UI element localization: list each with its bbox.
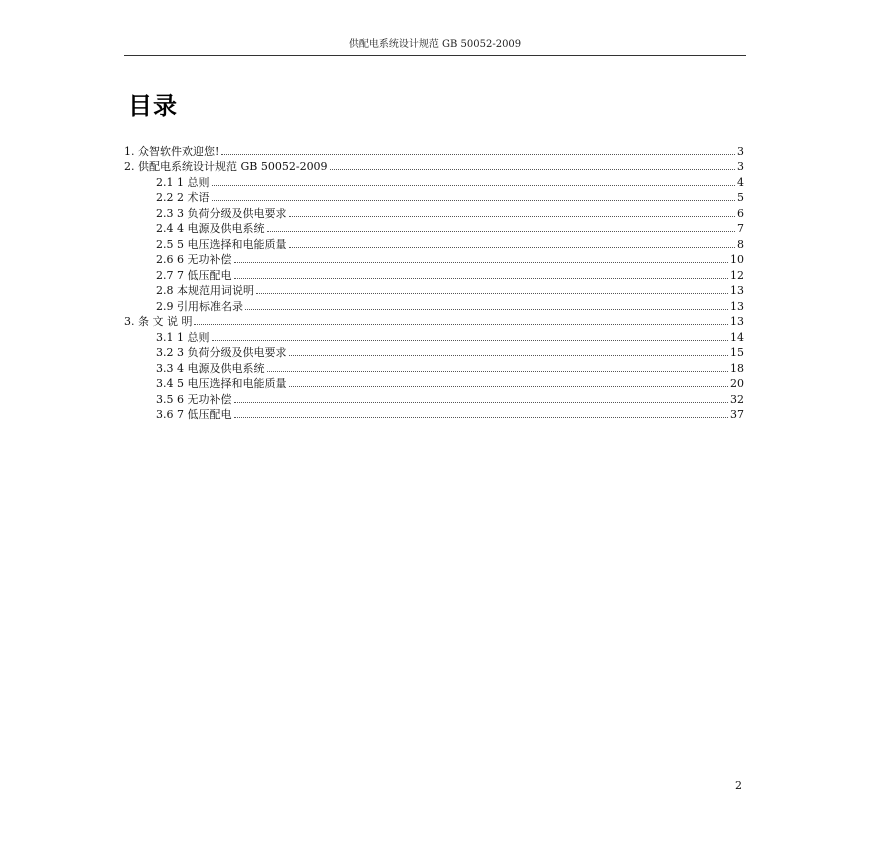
toc-dot-leader (212, 185, 736, 186)
toc-entry-label: 3.5 6 无功补偿 (156, 392, 232, 406)
toc-dot-leader (289, 386, 729, 387)
toc-dot-leader (267, 371, 729, 372)
toc-entry-label: 3.3 4 电源及供电系统 (156, 361, 265, 375)
toc-entry[interactable] (124, 390, 744, 406)
toc-entry[interactable] (124, 251, 744, 267)
toc-dot-leader (267, 231, 736, 232)
toc-dot-leader (212, 200, 736, 201)
toc-entry-page: 3 (737, 144, 744, 158)
toc-entry-page: 32 (730, 392, 744, 406)
toc-entry[interactable] (124, 220, 744, 236)
toc-entry-label: 2.6 6 无功补偿 (156, 253, 232, 266)
toc-entry[interactable] (124, 406, 744, 422)
toc-dot-leader (234, 417, 729, 418)
toc-entry-label: 3.2 3 负荷分级及供电要求 (156, 346, 287, 359)
toc-entry-page: 5 (737, 191, 744, 204)
toc-entry-label: 2.5 5 电压选择和电能质量 (156, 237, 287, 251)
toc-entry[interactable] (124, 235, 744, 251)
toc-dot-leader (256, 293, 728, 294)
header-rule (124, 55, 746, 56)
toc-entry-label: 1. 众智软件欢迎您! (124, 144, 220, 158)
toc-entry-page: 8 (737, 237, 744, 251)
table-of-contents (124, 142, 744, 421)
toc-entry-label: 3.6 7 低压配电 (156, 408, 232, 421)
toc-entry[interactable] (124, 344, 744, 360)
toc-entry-page: 37 (730, 408, 744, 421)
toc-dot-leader (245, 309, 728, 310)
toc-entry-label: 2.1 1 总则 (156, 175, 210, 189)
toc-entry-page: 14 (730, 330, 744, 344)
toc-entry-page: 10 (730, 253, 744, 266)
toc-entry-page: 13 (730, 284, 744, 297)
toc-dot-leader (212, 340, 729, 341)
toc-entry-label: 2.7 7 低压配电 (156, 268, 232, 282)
toc-entry[interactable] (124, 266, 744, 282)
toc-entry-label: 3.4 5 电压选择和电能质量 (156, 377, 287, 390)
toc-dot-leader (289, 216, 736, 217)
toc-entry-page: 3 (737, 160, 744, 173)
toc-entry-label: 3. 条 文 说 明 (124, 315, 193, 328)
toc-dot-leader (234, 278, 729, 279)
toc-entry[interactable] (124, 158, 744, 174)
toc-entry-label: 2. 供配电系统设计规范 GB 50052-2009 (124, 160, 328, 173)
toc-entry-label: 2.3 3 负荷分级及供电要求 (156, 206, 287, 220)
toc-entry-page: 13 (730, 315, 744, 328)
toc-entry[interactable] (124, 173, 744, 189)
toc-entry[interactable] (124, 282, 744, 298)
toc-dot-leader (234, 262, 729, 263)
toc-dot-leader (234, 402, 729, 403)
toc-entry[interactable] (124, 328, 744, 344)
toc-entry-page: 18 (730, 361, 744, 375)
toc-entry-label: 2.8 本规范用词说明 (156, 284, 254, 297)
toc-entry[interactable] (124, 297, 744, 313)
toc-entry-page: 12 (730, 268, 744, 282)
toc-entry[interactable] (124, 142, 744, 158)
toc-entry-page: 6 (737, 206, 744, 220)
toc-entry-page: 15 (730, 346, 744, 359)
toc-dot-leader (289, 355, 729, 356)
toc-dot-leader (289, 247, 736, 248)
toc-entry[interactable] (124, 204, 744, 220)
toc-entry-label: 3.1 1 总则 (156, 330, 210, 344)
page-number: 2 (735, 779, 742, 792)
toc-entry[interactable] (124, 313, 744, 329)
toc-entry-page: 13 (730, 299, 744, 313)
running-header: 供配电系统设计规范 GB 50052-2009 (348, 39, 522, 50)
toc-entry[interactable] (124, 375, 744, 391)
toc-entry-page: 7 (737, 222, 744, 235)
toc-dot-leader (194, 324, 728, 325)
toc-entry[interactable] (124, 359, 744, 375)
toc-dot-leader (221, 154, 735, 155)
toc-entry-page: 20 (730, 377, 744, 390)
toc-title: 目录 (128, 91, 178, 120)
toc-entry[interactable] (124, 189, 744, 205)
toc-dot-leader (330, 169, 735, 170)
toc-entry-page: 4 (737, 175, 744, 189)
toc-entry-label: 2.2 2 术语 (156, 191, 210, 204)
toc-entry-label: 2.9 引用标准名录 (156, 299, 243, 313)
toc-entry-label: 2.4 4 电源及供电系统 (156, 222, 265, 235)
